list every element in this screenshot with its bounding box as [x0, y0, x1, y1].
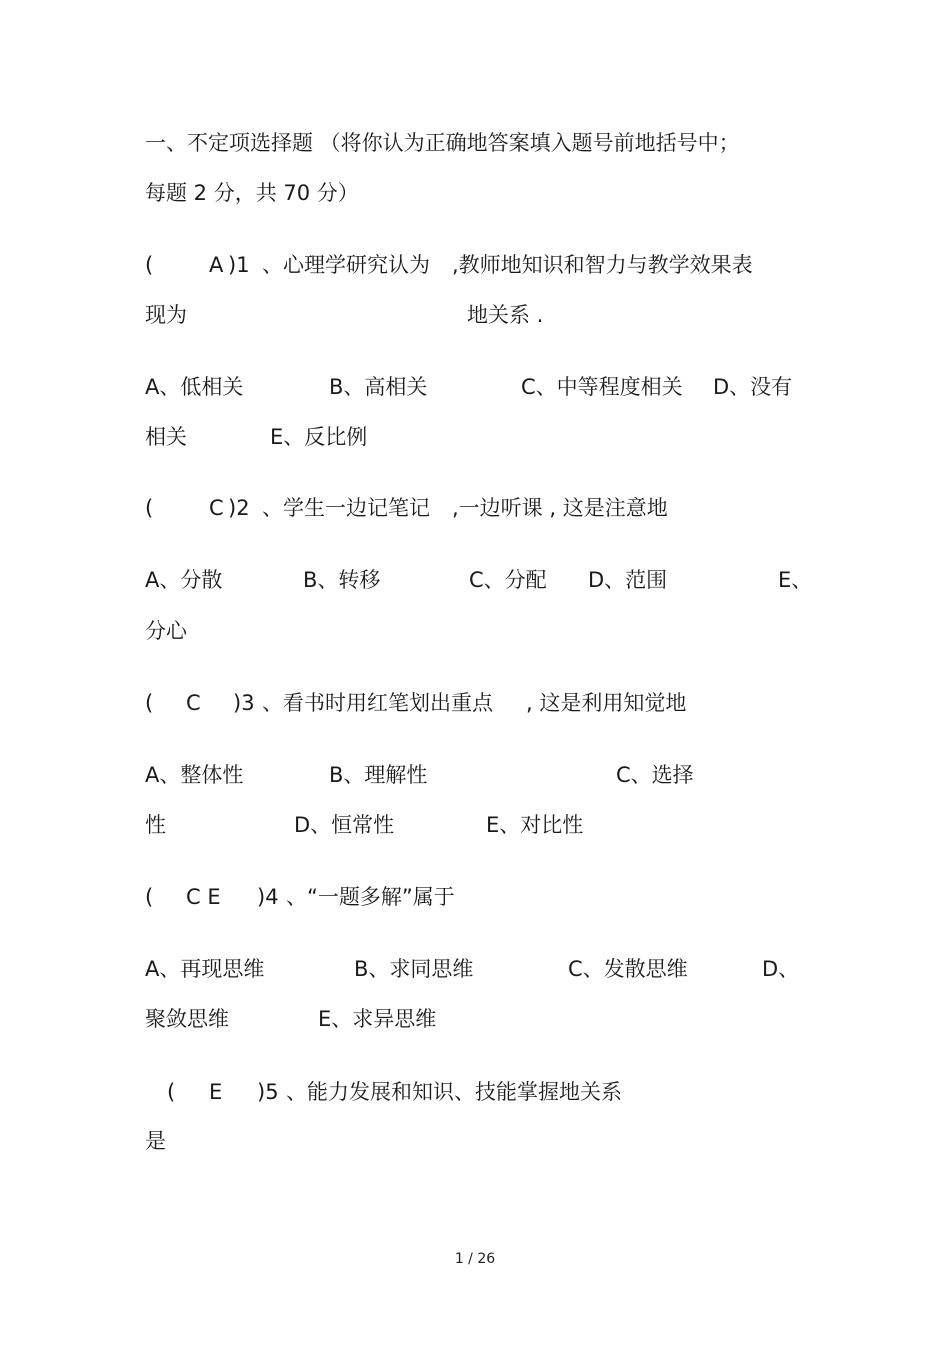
question-1-options-line-1: [0, 370, 793, 404]
option-c: C、中等程度相关: [521, 375, 683, 399]
answer-value: C: [209, 496, 224, 520]
question-1-options-line-2: [0, 420, 368, 454]
section-header-text: 一、不定项选择题 （将你认为正确地答案填入题号前地括号中；: [145, 131, 740, 155]
option-c-continued: 性: [145, 813, 166, 837]
option-b: B、求同思维: [354, 957, 474, 981]
question-number: )3: [233, 691, 255, 715]
option-d: D、恒常性: [294, 813, 395, 837]
question-stem: , 这是利用知觉地: [526, 691, 687, 715]
option-e: E、对比性: [486, 813, 584, 837]
option-e: E、求异思维: [318, 1007, 437, 1031]
option-a: A、再现思维: [145, 957, 265, 981]
section-header-line-1: [0, 126, 740, 160]
question-3-options-line-2: [0, 808, 584, 842]
question-number: )5: [257, 1080, 279, 1104]
option-b: B、高相关: [329, 375, 428, 399]
option-d: D、: [762, 957, 800, 981]
question-2-options-line-1: [0, 563, 813, 597]
question-stem: 、心理学研究认为: [262, 253, 430, 277]
option-d: D、范围: [588, 568, 668, 592]
answer-open-paren: (: [145, 691, 154, 715]
question-3-stem-line-1: [0, 686, 687, 720]
question-stem: 、能力发展和知识、技能掌握地关系: [286, 1080, 622, 1104]
question-stem: 、学生一边记笔记: [262, 496, 430, 520]
question-5-stem-line-1: [0, 1075, 622, 1109]
option-b: B、理解性: [329, 763, 428, 787]
option-e: E、反比例: [270, 425, 368, 449]
question-stem: 地关系 .: [467, 303, 544, 327]
option-a: A、分散: [145, 568, 223, 592]
question-2-stem-line-1: [0, 491, 668, 525]
question-number: )1: [228, 253, 250, 277]
option-a: A、整体性: [145, 763, 244, 787]
question-1-stem-line-1: [0, 248, 753, 282]
answer-value: C E: [186, 885, 221, 909]
section-header-line-2: [0, 176, 359, 210]
question-3-options-line-1: [0, 758, 694, 792]
question-4-stem-line-1: [0, 880, 455, 914]
option-c: C、选择: [616, 763, 694, 787]
question-number: )4: [257, 885, 279, 909]
question-1-stem-line-2: [0, 298, 544, 332]
question-4-options-line-1: [0, 952, 800, 986]
question-stem: ,一边听课 , 这是注意地: [452, 496, 668, 520]
question-stem: ,教师地知识和智力与教学效果表: [452, 253, 753, 277]
section-header-scoring: 每题 2 分，共 70 分）: [145, 181, 359, 205]
answer-open-paren: (: [145, 253, 154, 277]
answer-open-paren: (: [167, 1080, 176, 1104]
answer-value: E: [209, 1080, 223, 1104]
option-d: D、没有: [713, 375, 793, 399]
option-a: A、低相关: [145, 375, 244, 399]
question-4-options-line-2: [0, 1002, 437, 1036]
question-stem: 现为: [145, 303, 187, 327]
question-stem: 、看书时用红笔划出重点: [262, 691, 493, 715]
question-stem: 、“一题多解”属于: [286, 885, 455, 909]
answer-open-paren: (: [145, 885, 154, 909]
question-5-stem-line-2: [0, 1124, 166, 1158]
option-e-continued: 分心: [145, 619, 187, 643]
option-c: C、分配: [469, 568, 547, 592]
option-d-continued: 相关: [145, 425, 187, 449]
page-number: 1 / 26: [454, 1251, 496, 1267]
answer-value: A: [209, 253, 224, 277]
option-b: B、转移: [303, 568, 381, 592]
question-2-options-line-2: [0, 614, 187, 648]
question-stem: 是: [145, 1129, 166, 1153]
option-d-continued: 聚敛思维: [145, 1007, 229, 1031]
answer-value: C: [186, 691, 201, 715]
option-c: C、发散思维: [568, 957, 688, 981]
answer-open-paren: (: [145, 496, 154, 520]
question-number: )2: [228, 496, 250, 520]
option-e: E、: [778, 568, 813, 592]
